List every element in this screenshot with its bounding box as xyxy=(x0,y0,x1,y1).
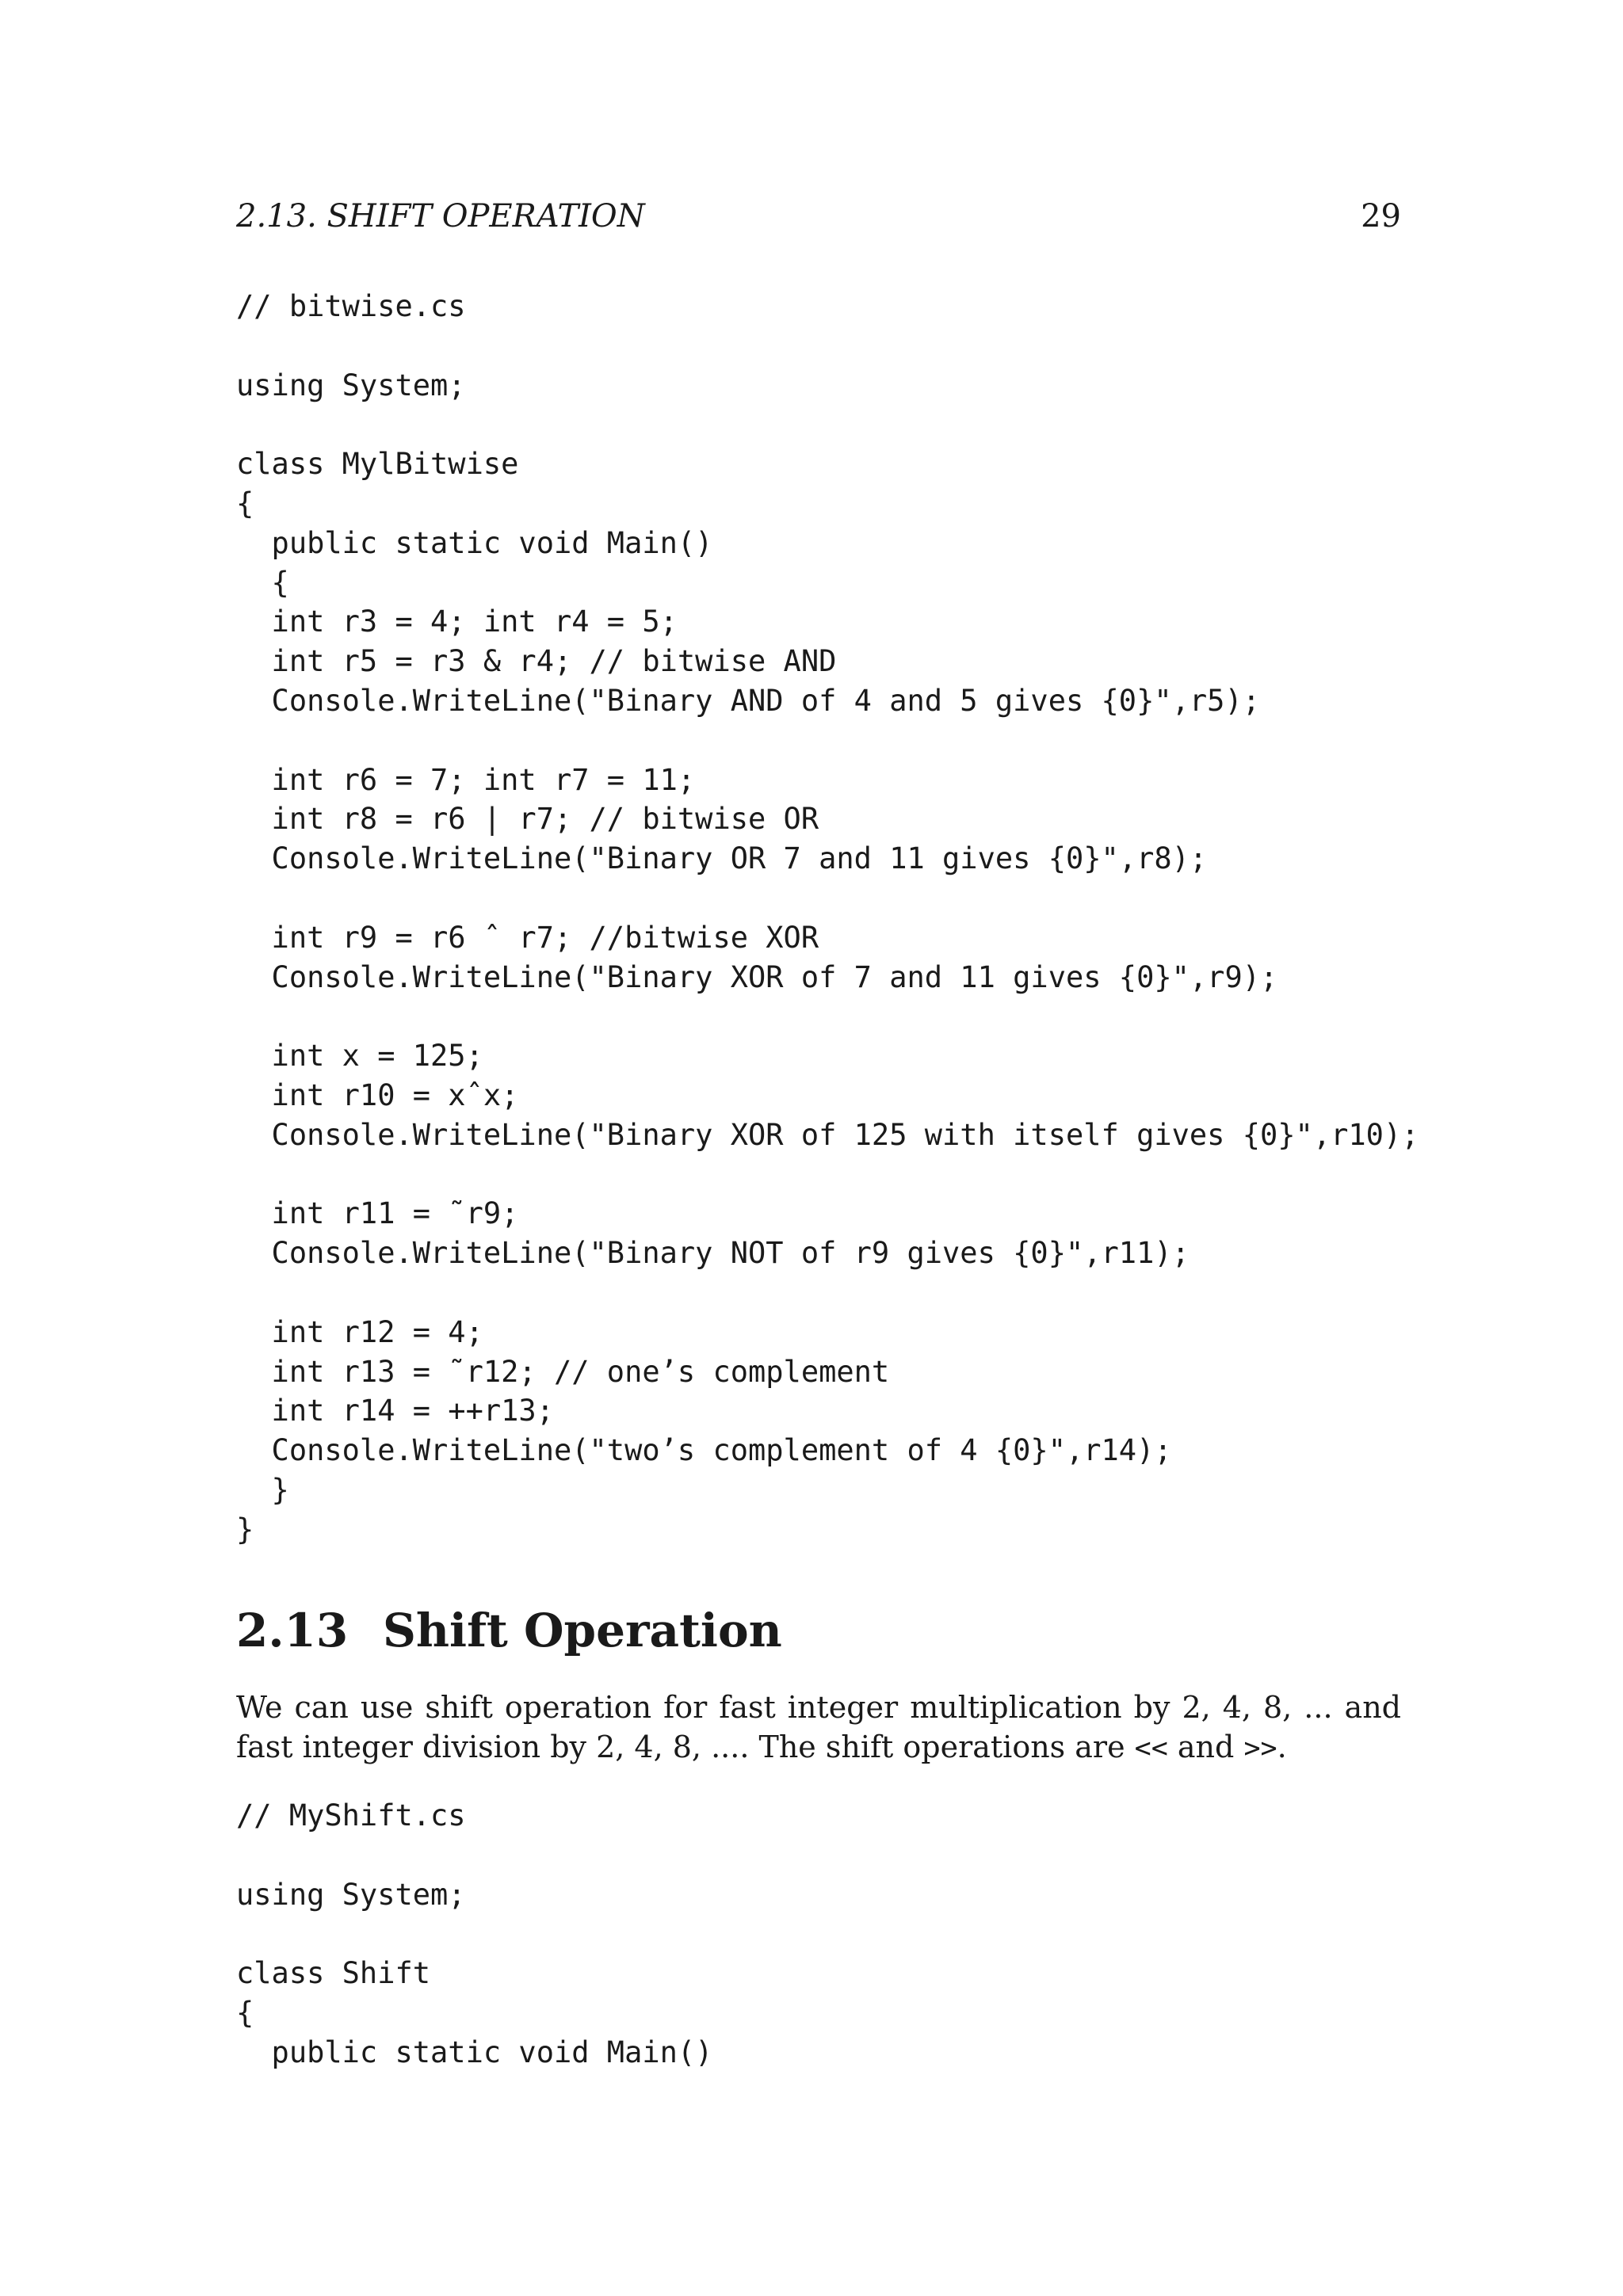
code-line: // bitwise.cs xyxy=(236,289,466,323)
code-line xyxy=(236,997,1419,1036)
code-line: Console.WriteLine("Binary NOT of r9 gives {0}",r11); xyxy=(236,1236,1190,1271)
code-line: int r6 = 7; int r7 = 11; xyxy=(236,762,696,797)
code-line xyxy=(236,1155,1419,1195)
code-listing-bitwise xyxy=(236,287,1419,1550)
code-line: Console.WriteLine("Binary XOR of 125 with itself gives {0}",r10); xyxy=(236,1117,1419,1152)
shift-right-operator: >> xyxy=(1243,1733,1277,1764)
paragraph-text: We can use shift operation for fast integer multiplication by 2, 4, 8, ... and fast integer division by 2, 4, 8, .... The shift operations are xyxy=(236,1690,1401,1764)
section-heading xyxy=(236,1599,782,1662)
code-line: int r13 = ˜r12; // one’s complement xyxy=(236,1354,890,1389)
code-line: Console.WriteLine("two’s complement of 4 {0}",r14); xyxy=(236,1433,1172,1468)
running-title: 2.13. SHIFT OPERATION xyxy=(236,198,645,235)
code-line xyxy=(236,1273,1419,1313)
code-line: Console.WriteLine("Binary XOR of 7 and 11 gives {0}",r9); xyxy=(236,959,1278,994)
code-line: using System; xyxy=(236,368,466,402)
code-line: int r11 = ˜r9; xyxy=(236,1196,519,1231)
code-line: { xyxy=(236,565,289,600)
code-line: class Shift xyxy=(236,1956,431,1991)
code-line: public static void Main() xyxy=(236,2035,713,2069)
page-number: 29 xyxy=(1361,198,1401,235)
paragraph-text: . xyxy=(1277,1730,1287,1764)
code-line xyxy=(236,879,1419,918)
code-line: int r9 = r6 ˆ r7; //bitwise XOR xyxy=(236,920,819,955)
code-line: { xyxy=(236,1995,254,2030)
code-line: } xyxy=(236,1512,254,1547)
page-header xyxy=(236,198,1401,246)
body-paragraph xyxy=(236,1688,1401,1768)
code-listing-shift xyxy=(236,1796,712,2073)
code-line xyxy=(236,721,1419,761)
paragraph-text: and xyxy=(1167,1730,1244,1764)
code-line: int r3 = 4; int r4 = 5; xyxy=(236,605,678,639)
code-line: // MyShift.cs xyxy=(236,1798,466,1833)
code-line xyxy=(236,405,1419,444)
code-line: class MylBitwise xyxy=(236,447,519,482)
shift-left-operator: << xyxy=(1134,1733,1168,1764)
code-line xyxy=(236,326,1419,366)
section-title: Shift Operation xyxy=(383,1604,782,1657)
code-line: public static void Main() xyxy=(236,525,713,560)
code-line: int r14 = ++r13; xyxy=(236,1394,554,1428)
code-line: int r10 = xˆx; xyxy=(236,1077,519,1112)
code-line: int r5 = r3 & r4; // bitwise AND xyxy=(236,644,837,679)
code-line xyxy=(236,1836,712,1875)
code-line: int x = 125; xyxy=(236,1039,483,1074)
code-line: using System; xyxy=(236,1877,466,1912)
code-line: Console.WriteLine("Binary OR 7 and 11 gives {0}",r8); xyxy=(236,841,1208,876)
code-line: int r12 = 4; xyxy=(236,1314,483,1349)
section-number: 2.13 xyxy=(236,1604,349,1657)
code-line: } xyxy=(236,1472,289,1507)
code-line: int r8 = r6 | r7; // bitwise OR xyxy=(236,802,819,837)
code-line: { xyxy=(236,486,254,521)
code-line: Console.WriteLine("Binary AND of 4 and 5 gives {0}",r5); xyxy=(236,683,1261,718)
code-line xyxy=(236,1914,712,1954)
